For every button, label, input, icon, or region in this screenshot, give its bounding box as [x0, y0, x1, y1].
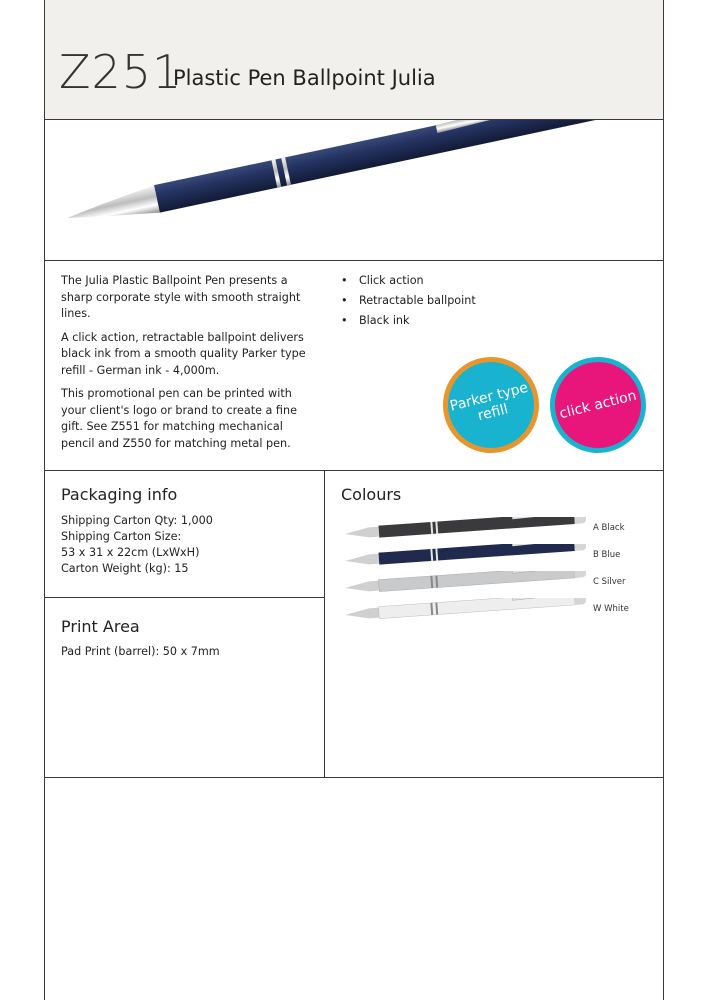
hero-image-area: [45, 120, 663, 261]
print-area-heading: Print Area: [61, 617, 140, 636]
colour-label: A Black: [593, 523, 625, 533]
details-section: [45, 471, 663, 778]
description-paragraph: This promotional pen can be printed with your client's logo or brand to create a fine gift. See Z551 for matching mechanical pencil and Z550 for matching metal pen.: [61, 387, 297, 450]
colour-label: B Blue: [593, 550, 621, 560]
header: [45, 0, 663, 120]
packaging-info: [61, 513, 213, 577]
column-divider: [324, 471, 325, 777]
description-section: [45, 261, 663, 471]
description-text: [61, 273, 311, 459]
colour-swatch-silver: [341, 571, 641, 595]
feature-item: • Retractable ballpoint: [341, 293, 476, 313]
print-area-info: [61, 644, 220, 660]
product-code: Z251: [59, 45, 183, 99]
packaging-line: 53 x 31 x 22cm (LxWxH): [61, 546, 200, 559]
packaging-heading: Packaging info: [61, 485, 178, 504]
product-sheet: [44, 0, 664, 1000]
colour-swatch-black: [341, 517, 641, 541]
feature-list: [341, 273, 476, 333]
pen-black-image: [341, 517, 586, 541]
print-area-line: Pad Print (barrel): 50 x 7mm: [61, 645, 220, 658]
colour-label: C Silver: [593, 577, 626, 587]
colour-swatch-blue: [341, 544, 641, 568]
description-paragraph: A click action, retractable ballpoint delivers black ink from a smooth quality Parker type refill - German ink - 4,000m.: [61, 330, 306, 377]
feature-item: • Click action: [341, 273, 476, 293]
colours-heading: Colours: [341, 485, 402, 504]
row-divider: [45, 597, 325, 598]
description-paragraph: The Julia Plastic Ballpoint Pen presents a sharp corporate style with smooth straight lines.: [61, 274, 301, 320]
product-title: Plastic Pen Ballpoint Julia: [173, 66, 436, 90]
pen-silver-image: [341, 571, 586, 595]
click-action-badge: click action: [540, 347, 656, 463]
colour-swatch-white: [341, 598, 641, 622]
packaging-line: Shipping Carton Qty: 1,000: [61, 514, 213, 527]
pen-blue-image: [45, 120, 665, 260]
packaging-line: Shipping Carton Size:: [61, 530, 182, 543]
colour-label: W White: [593, 604, 629, 614]
feature-item: • Black ink: [341, 313, 476, 333]
pen-white-image: [341, 598, 586, 622]
packaging-line: Carton Weight (kg): 15: [61, 562, 189, 575]
pen-blue-small-image: [341, 544, 586, 568]
parker-refill-badge: Parker type refill: [433, 347, 549, 463]
